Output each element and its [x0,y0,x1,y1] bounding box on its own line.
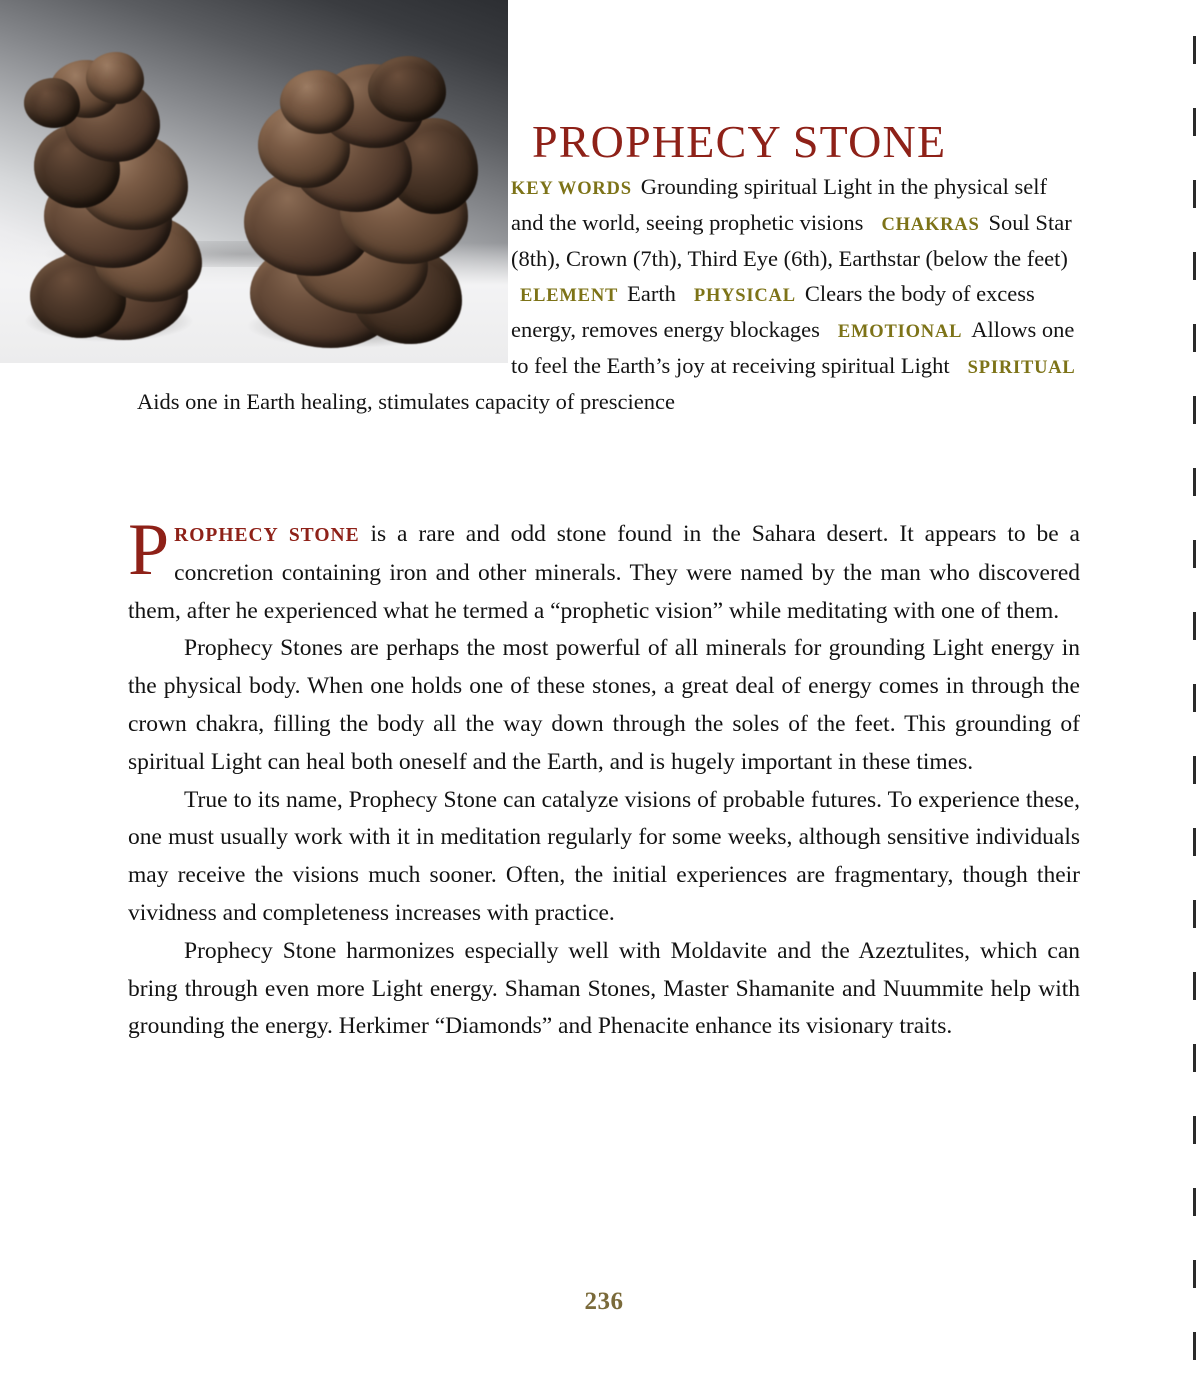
paragraph-1-text: is a rare and odd stone found in the Sahara desert. It appears to be a concretion containing iron and other minerals. They were named by the man who discovered them, after he experienced what he termed a “prophetic vision” while meditating with one of them. [128,521,1080,624]
label-element: ELEMENT [520,285,619,306]
page-edge-tick [1193,1332,1196,1360]
value-emotional: Allows one to feel the Earth’s joy at receiving spiritual Light [511,316,1075,379]
page-edge-tick [1193,1044,1196,1072]
value-spiritual: Aids one in Earth healing, stimulates capacity of prescience [137,389,675,415]
page-edge-tick [1193,1188,1196,1216]
body-copy [128,509,1080,1046]
page-edge-tick [1193,324,1196,352]
keywords-block [128,170,1080,419]
paragraph-1 [128,509,1080,630]
paragraph-4: Prophecy Stone harmonizes especially well with Moldavite and the Azeztulites, which can bring through even more Light energy. Shaman Stones, Master Shamanite and Nuummite help with grounding the energy. Herkimer “Diamonds” and Phenacite enhance its visionary traits. [128,937,1080,1040]
label-spiritual: SPIRITUAL [967,358,1076,379]
value-chakras: Soul Star (8th), Crown (7th), Third Eye (6th), Earthstar (below the feet) [511,210,1072,272]
value-key-words: Grounding spiritual Light in the physical self and the world, seeing prophetic visions [511,174,1047,236]
page-edge-ticks [1193,0,1196,1400]
page-edge-tick [1193,1260,1196,1288]
page-edge-tick [1193,396,1196,424]
page-edge-tick [1193,756,1196,784]
paragraph-2: Prophecy Stones are perhaps the most powerful of all minerals for grounding Light energy in the physical body. When one holds one of these stones, a great deal of energy comes in through the crown chakra, filling the body all the way down through the soles of the feet. This grounding of spiritual Light can heal both oneself and the Earth, and is hugely important in these times. [128,635,1080,775]
page-edge-tick [1193,108,1196,136]
lead-small-caps: ROPHECY STONE [174,525,360,546]
page-edge-tick [1193,540,1196,568]
page-edge-tick [1193,252,1196,280]
page-edge-tick [1193,900,1196,928]
label-chakras: CHAKRAS [881,215,980,236]
value-element: Earth [627,280,676,306]
page-edge-tick [1193,972,1196,1000]
page-edge-tick [1193,1116,1196,1144]
drop-cap: P [128,509,170,591]
page-edge-tick [1193,36,1196,64]
page-edge-tick [1193,180,1196,208]
photo-wrap-spacer [128,170,511,370]
page-edge-tick [1193,828,1196,856]
paragraph-3: True to its name, Prophecy Stone can catalyze visions of probable futures. To experience these, one must usually work with it in meditation regularly for some weeks, although sensitive individuals may receive the visions much sooner. Often, the initial experiences are fragmentary, though their vividness and completeness increases with practice. [128,786,1080,926]
value-physical: Clears the body of excess energy, removes energy blockages [511,280,1035,342]
page-edge-tick [1193,684,1196,712]
page-title: PROPHECY STONE [532,115,947,167]
page-edge-tick [1193,468,1196,496]
page-number: 236 [584,1288,624,1315]
page-edge-tick [1193,612,1196,640]
label-physical: PHYSICAL [693,285,796,306]
label-key-words: KEY WORDS [511,179,632,199]
label-emotional: EMOTIONAL [837,321,963,342]
